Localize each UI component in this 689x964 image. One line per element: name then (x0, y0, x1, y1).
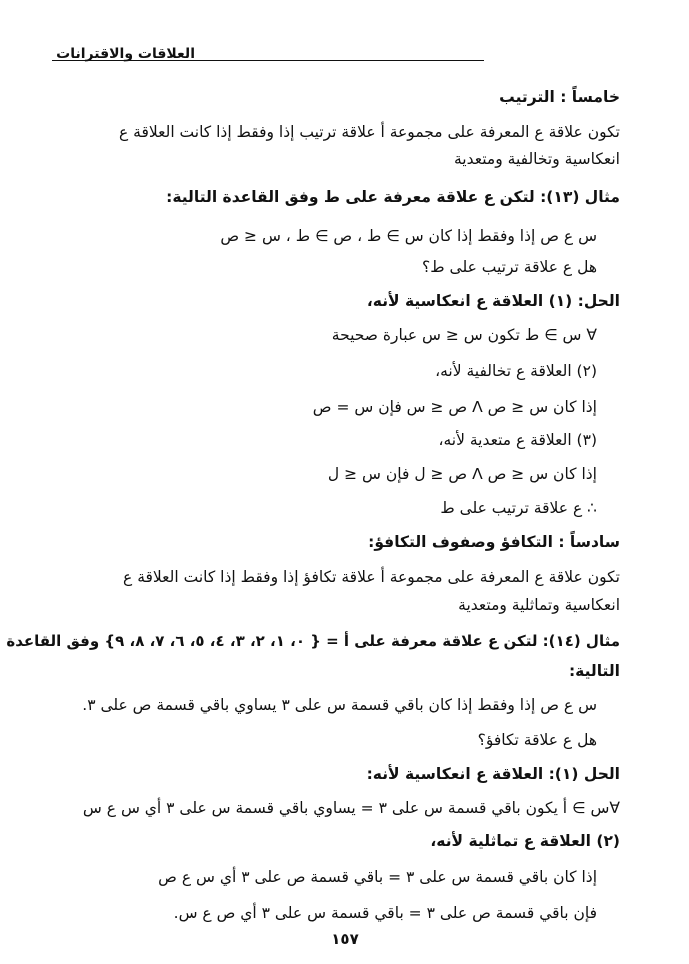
section-heading-equivalence: سادساً : التكافؤ وصفوف التكافؤ: (368, 533, 620, 551)
solution-14-step-1: الحل (١): العلاقة ع انعكاسية لأنه: (366, 765, 620, 783)
solution-14-step-2: (٢) العلاقة ع تماثلية لأنه، (430, 832, 620, 850)
header-rule (52, 60, 484, 61)
example-14-title-continued: التالية: (568, 662, 620, 680)
example-13-rule: س ع ص إذا وفقط إذا كان س ∋ ط ، ص ∋ ط ، س ≤ ص (220, 227, 597, 245)
ordering-definition-line-2: انعكاسية وتخالفية ومتعدية (454, 150, 620, 168)
equivalence-definition-line-1: تكون علاقة ع المعرفة على مجموعة أ علاقة تكافؤ إذا وفقط إذا كانت العلاقة ع (123, 568, 620, 586)
solution-13-conclusion: ∴ ع علاقة ترتيب على ط (440, 499, 597, 517)
solution-13-step-2-detail: إذا كان س ≤ ص Λ ص ≤ س فإن س = ص (312, 398, 597, 416)
section-heading-ordering: خامساً : الترتيب (499, 88, 620, 106)
example-13-question: هل ع علاقة ترتيب على ط؟ (422, 258, 597, 276)
solution-13-step-2: (٢) العلاقة ع تخالفية لأنه، (435, 362, 597, 380)
example-14-rule: س ع ص إذا وفقط إذا كان باقي قسمة س على ٣ يساوي باقي قسمة ص على ٣. (82, 696, 597, 714)
solution-14-step-1-detail: ∀س ∋ أ يكون باقي قسمة س على ٣ = يساوي باقي قسمة س على ٣ أي س ع س (82, 799, 620, 817)
solution-13-step-1-detail: ∀ س ∋ ط تكون س ≤ س عبارة صحيحة (331, 326, 597, 344)
solution-13-step-3-detail: إذا كان س ≤ ص Λ ص ≤ ل فإن س ≤ ل (327, 465, 597, 483)
solution-13-step-1: الحل: (١) العلاقة ع انعكاسية لأنه، (366, 292, 620, 310)
solution-14-step-2-detail-1: إذا كان باقي قسمة س على ٣ = باقي قسمة ص على ٣ أي س ع ص (158, 868, 597, 886)
example-13-title: مثال (١٣): لتكن ع علاقة معرفة على ط وفق القاعدة التالية: (166, 188, 620, 206)
solution-13-step-3: (٣) العلاقة ع متعدية لأنه، (438, 431, 597, 449)
example-14-title: مثال (١٤): لتكن ع علاقة معرفة على أ = { ٠، ١، ٢، ٣، ٤، ٥، ٦، ٧، ٨، ٩} وفق القاعدة (6, 632, 620, 650)
page-number: ١٥٧ (331, 930, 359, 948)
solution-14-step-2-detail-2: فإن باقي قسمة ص على ٣ = باقي قسمة س على ٣ أي ص ع س. (173, 904, 597, 922)
equivalence-definition-line-2: انعكاسية وتماثلية ومتعدية (458, 596, 620, 614)
running-header: العلاقات والاقترانات (56, 46, 195, 62)
ordering-definition-line-1: تكون علاقة ع المعرفة على مجموعة أ علاقة ترتيب إذا وفقط إذا كانت العلاقة ع (118, 123, 620, 141)
example-14-question: هل ع علاقة تكافؤ؟ (477, 731, 597, 749)
